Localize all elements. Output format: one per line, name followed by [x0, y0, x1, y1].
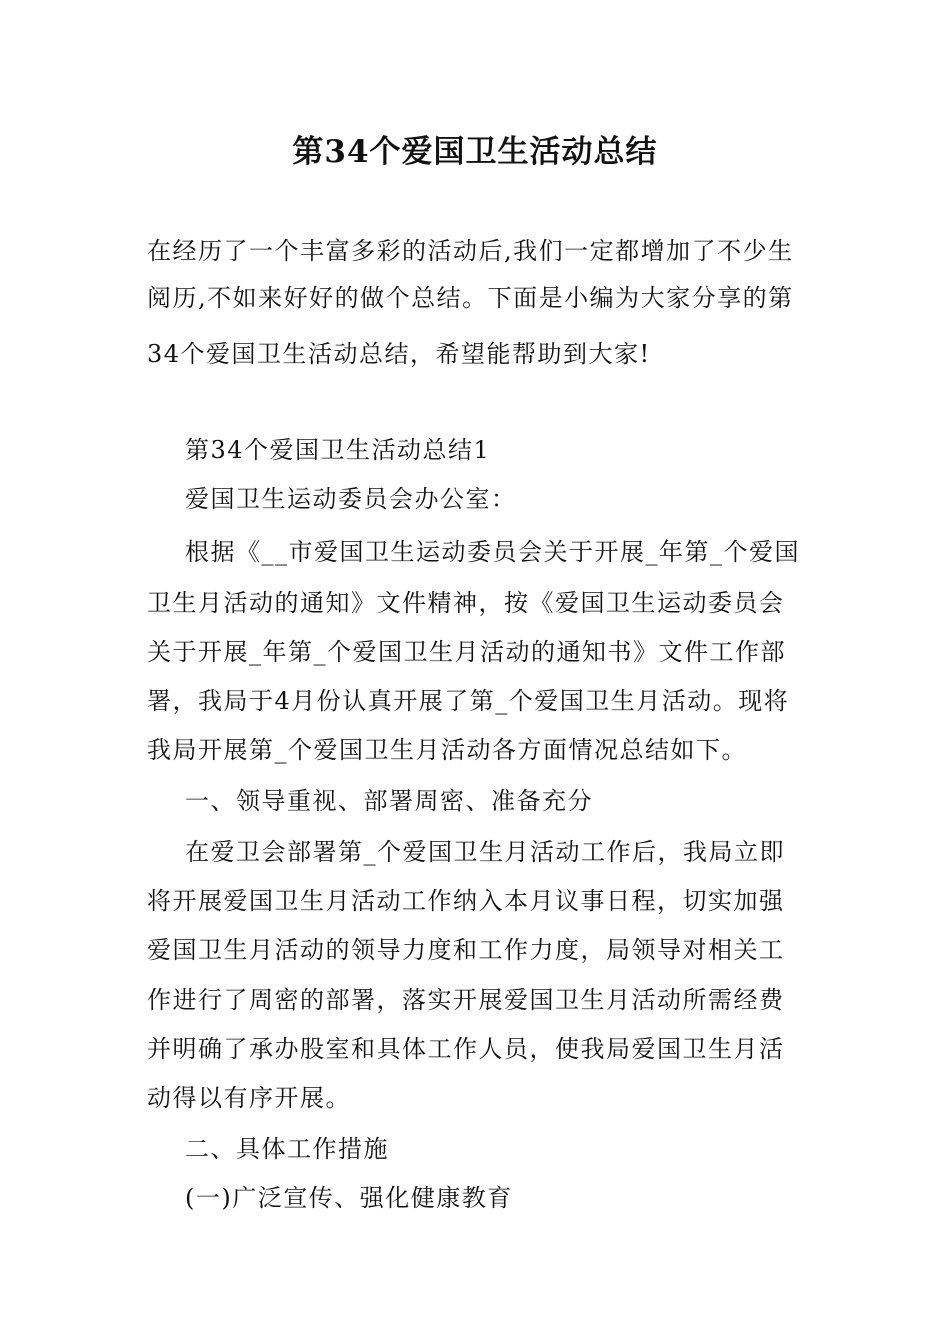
subheading-3: (一)广泛宣传、强化健康教育 — [185, 1184, 513, 1212]
section-heading: 第34个爱国卫生活动总结1 — [185, 436, 491, 464]
subheading-1: 一、领导重视、部署周密、准备充分 — [185, 787, 593, 815]
intro-line-2: 阅历,不如来好好的做个总结。下面是小编为大家分享的第 — [147, 284, 794, 312]
body-line: 关于开展_年第_个爱国卫生月活动的通知书》文件工作部 — [147, 638, 786, 666]
body-line: 并明确了承办股室和具体工作人员，使我局爱国卫生月活 — [147, 1035, 785, 1063]
body-line: 在爱卫会部署第_个爱国卫生月活动工作后，我局立即 — [185, 838, 785, 866]
body-line: 署，我局于4月份认真开展了第_个爱国卫生月活动。现将 — [147, 687, 790, 715]
intro-line-1: 在经历了一个丰富多彩的活动后,我们一定都增加了不少生 — [147, 237, 794, 265]
body-line: 动得以有序开展。 — [147, 1084, 351, 1112]
intro-line-3: 34个爱国卫生活动总结，希望能帮助到大家! — [147, 340, 651, 368]
body-line: 我局开展第_个爱国卫生月活动各方面情况总结如下。 — [147, 736, 747, 764]
body-line: 作进行了周密的部署，落实开展爱国卫生月活动所需经费 — [147, 986, 785, 1014]
body-line: 将开展爱国卫生月活动工作纳入本月议事日程，切实加强 — [147, 887, 785, 915]
subheading-2: 二、具体工作措施 — [185, 1135, 389, 1163]
addressee-line: 爱国卫生运动委员会办公室： — [185, 485, 517, 513]
document-title: 第34个爱国卫生活动总结 — [292, 134, 658, 170]
body-line: 爱国卫生月活动的领导力度和工作力度，局领导对相关工 — [147, 936, 785, 964]
body-line: 根据《__市爱国卫生运动委员会关于开展_年第_个爱国 — [185, 538, 800, 566]
body-line: 卫生月活动的通知》文件精神，按《爱国卫生运动委员会 — [147, 589, 785, 617]
